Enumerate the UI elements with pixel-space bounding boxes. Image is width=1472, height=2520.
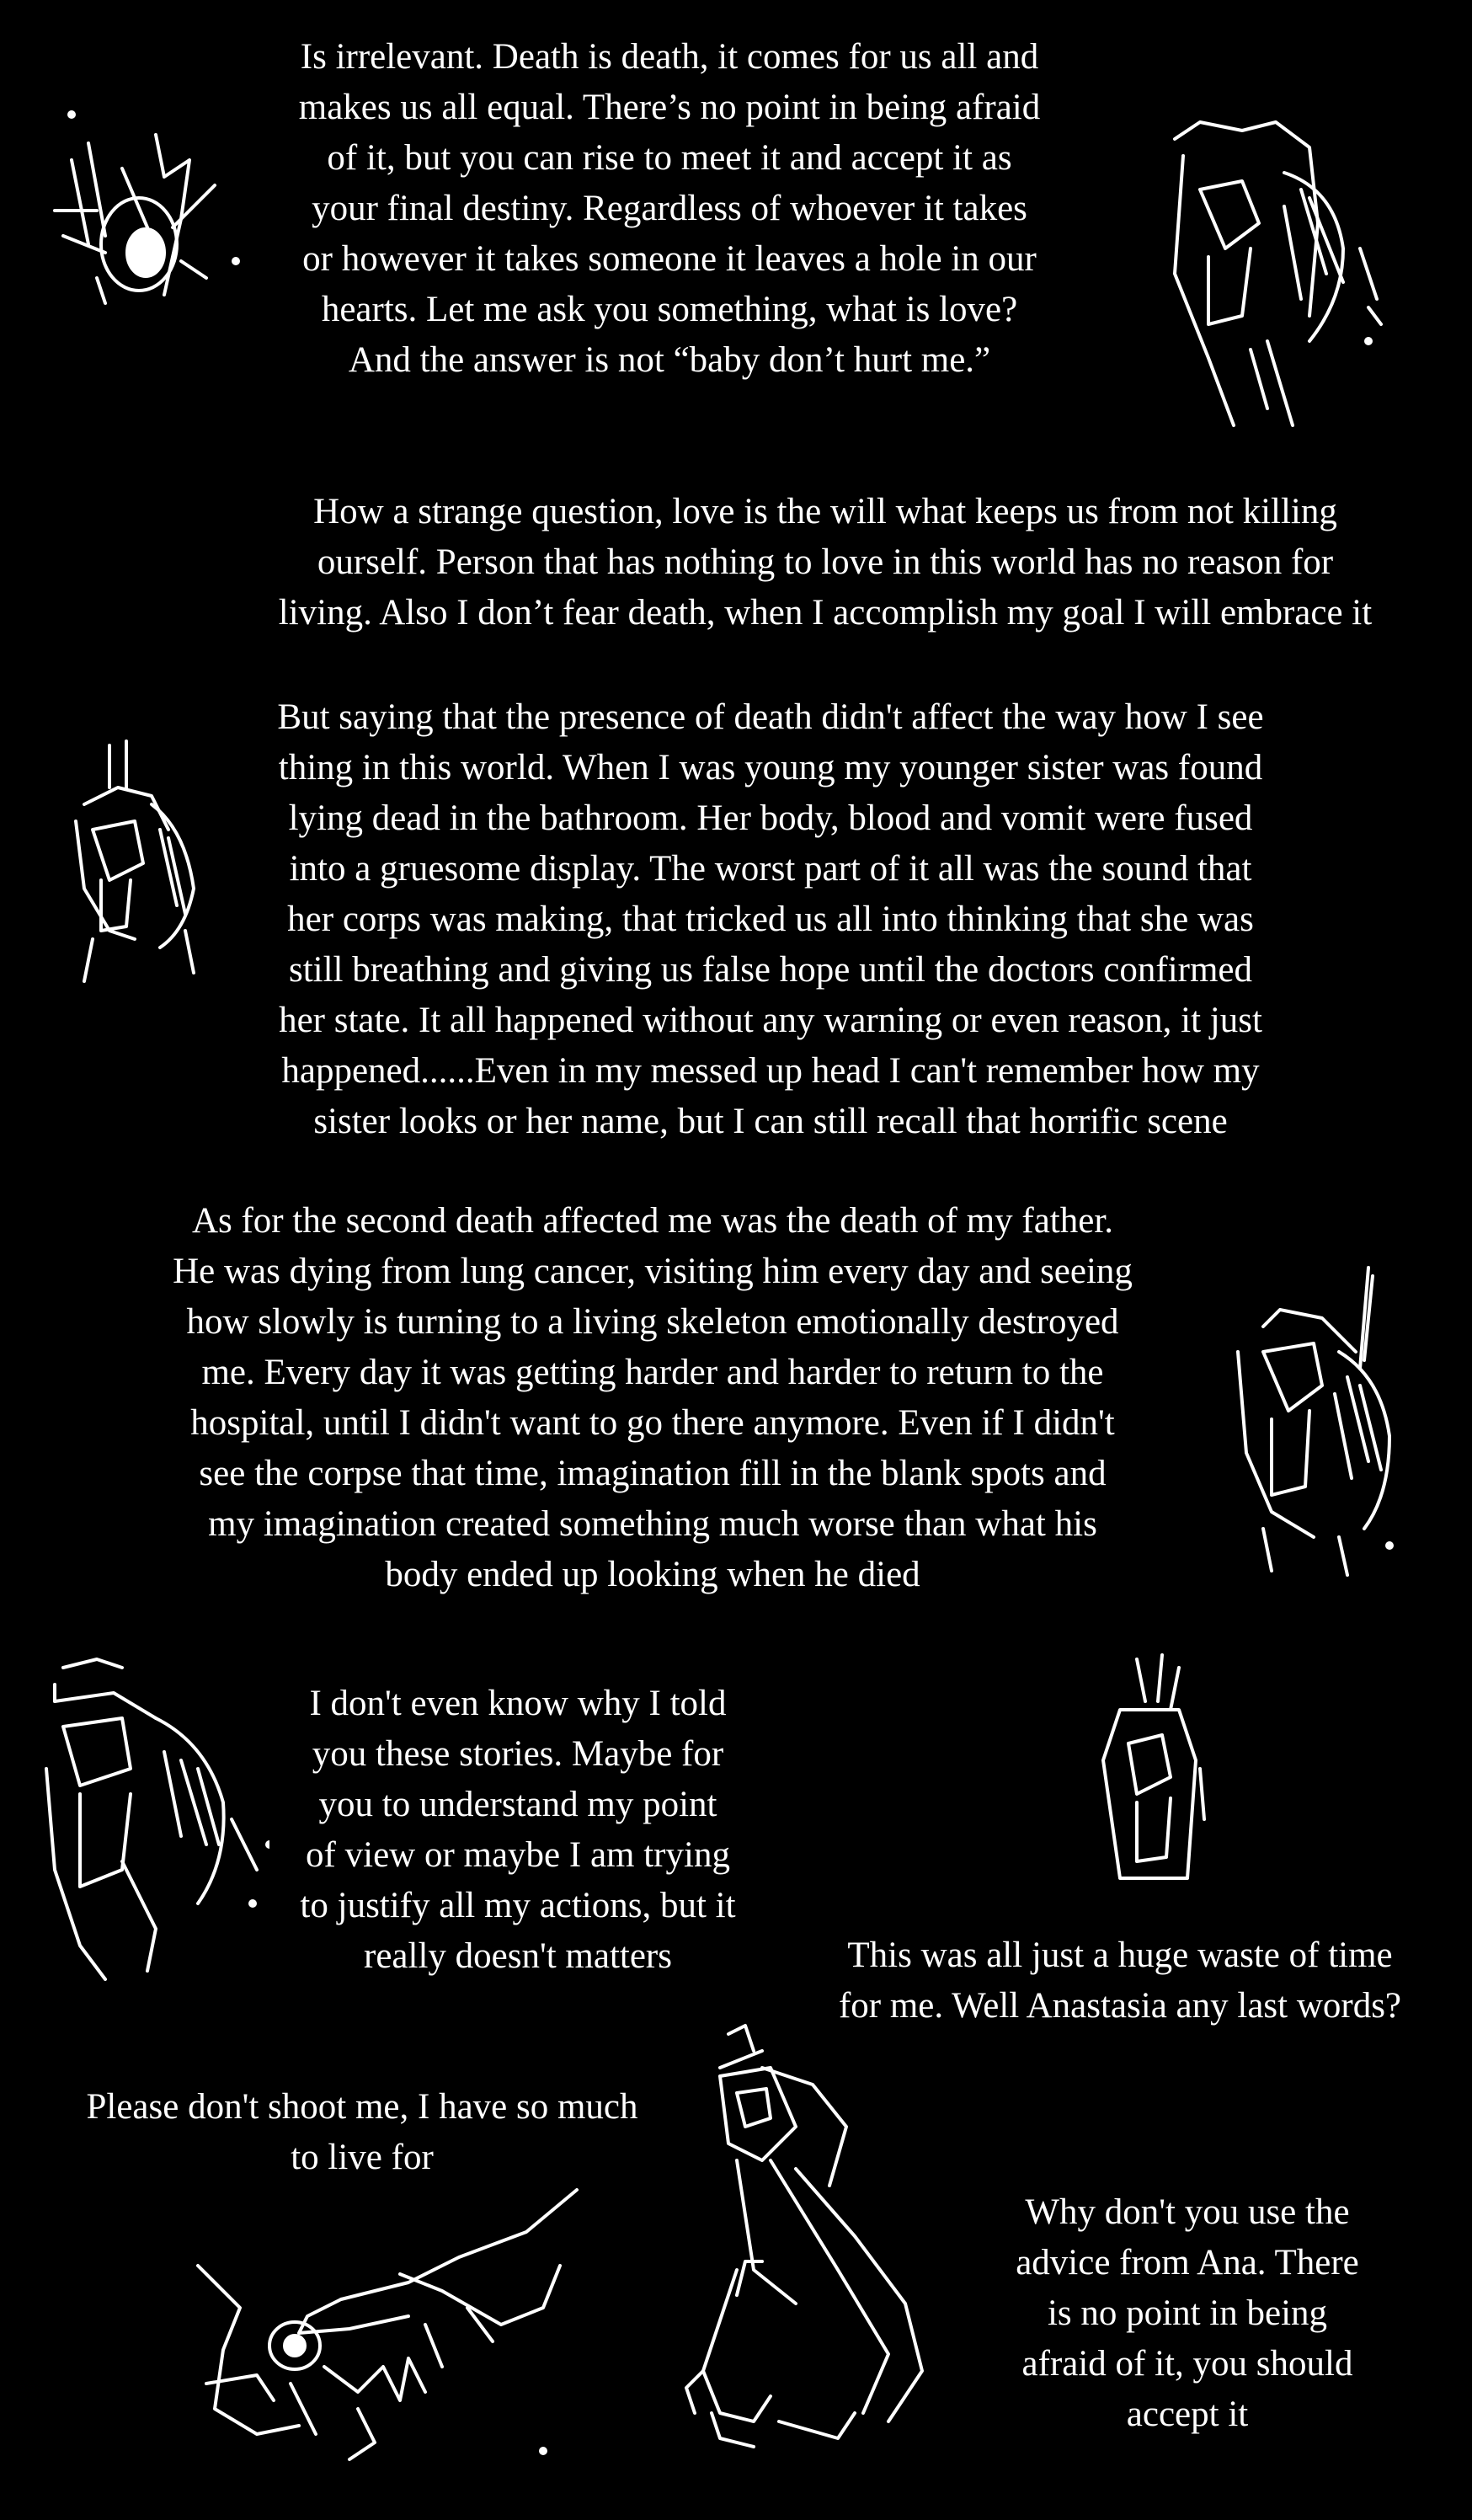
dialogue-father-story: As for the second death affected me was the death of my father. He was dying from lung cancer, visiting him every day and seeing how slowly is turning to a living skeleton emotionally destroyed me. Every day it was getting harder and harder to return to the hospital, until I didn't want to go there anymore. Even if I didn't see the corpse that time, imagination fill in the blank spots and my imagination created something much worse than what his body ended up looking when he died [173,1201,1133,1594]
dialogue-why-i-told: I don't even know why I told you these stories. Maybe for you to understand my point of view or maybe I am trying to justify all my actions, but it really doesn't matters [300,1684,736,1976]
two-figures-sketch-icon [29,1651,269,1988]
dialogue-accept-it: Why don't you use the advice from Ana. There is no point in being afraid of it, you should accept it [1016,2192,1359,2434]
pointing-gun-sketch-icon [189,2181,585,2468]
dialogue-death-is-death: Is irrelevant. Death is death, it comes for us all and makes us all equal. There’s no point in being afraid of it, but you can rise to meet it and accept it as your final destiny. Regardless of whoever it takes or however it takes someone it leaves a hole in our hearts. Let me ask you something, what is love? And the answer is not “baby don’t hurt me.” [298,37,1041,380]
eye-creature-sketch-icon [46,109,257,328]
bottle-figure-sketch-icon [1086,1651,1221,1895]
dialogue-love-question: How a strange question, love is the will what keeps us from not killing ourself. Person that has nothing to love in this world has no reason for living. Also I don’t fear death, when I accomplish my goal I will embrace it [278,492,1373,633]
dialogue-dont-shoot: Please don't shoot me, I have so much to live for [86,2087,638,2177]
masked-figure-sketch-icon [1141,105,1385,434]
cloaked-figure-sketch-icon [1213,1259,1415,1579]
dialogue-sister-story: But saying that the presence of death didn't affect the way how I see thing in this world. When I was young my younger sister was found lying dead in the bathroom. Her body, blood and vomit were fused into a gruesome display. The worst part of it all was the sound that her corps was making, that tricked us all into thinking that she was still breathing and giving us false hope until the doctors confirmed her state. It all happened without any warning or even reason, it just happened......Even in my messed up head I can't remember how my sister looks or her name, but I can still recall that horrific scene [277,697,1264,1141]
hooded-figure-sketch-icon [59,737,211,990]
dialogue-waste-of-time: This was all just a huge waste of time for me. Well Anastasia any last words? [838,1935,1402,2026]
standing-gunman-sketch-icon [669,2017,947,2472]
